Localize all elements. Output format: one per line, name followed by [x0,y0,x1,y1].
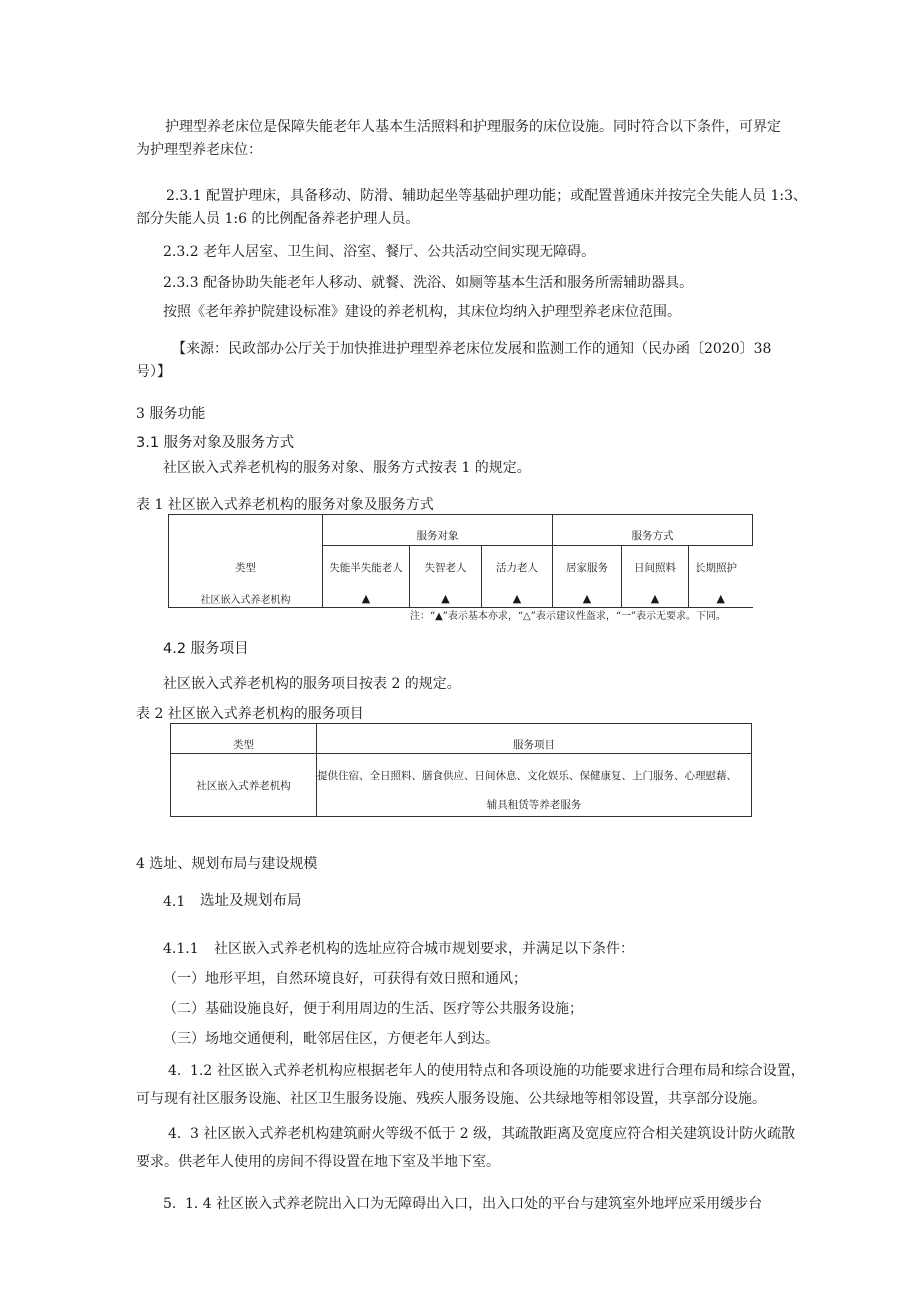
table-1-mark-5: ▲ [689,590,753,608]
table-2-caption: 表 2 社区嵌入式养老机构的服务项目 [136,706,364,722]
table-1-group-methods: 服务方式 [553,515,753,546]
intro-line-1: 护理型养老床位是保障失能老年人基本生活照料和护理服务的床位设施。同时符合以下条件，可界定 [165,119,781,135]
source-line-1: 【来源：民政部办公厅关于加快推进护理型养老床位发展和监测工作的通知（民办函〔2020〕38 [172,341,772,357]
table-2 [170,723,752,817]
clause-2-3-3: 2.3.3 配备协助失能老年人移动、就餐、洗浴、如厕等基本生活和服务所需辅助器具。 [163,275,694,291]
clause-5-1-4-number: 5. [163,1196,177,1212]
table-1-type-header-top [169,515,323,546]
table-2-items-line-2: 辅具租赁等养老服务 [486,799,582,811]
clause-4-1-2-line-1: 1.2 社区嵌入式养老机构应根据老年人的使用特点和各项设施的功能要求进行合理布局和综合设置， [190,1063,805,1079]
section-4-title: 4 选址、规划布局与建设规模 [136,856,318,872]
table-1-col-3: 居家服务 [553,546,622,590]
table-1-note: 注：“▲”表示基本亦求，“△”表示建议性盔求，“一”表示无要求。下同。 [410,611,727,622]
table-2-col-type: 类型 [171,724,317,754]
standard-note: 按照《老年养护院建设标准》建设的养老机构，其床位均纳入护理型养老床位范围。 [163,304,681,320]
table-2-items-cell [317,754,752,817]
table-2-row-label: 社区嵌入式养老机构 [171,754,317,817]
table-1-col-type: 类型 [169,546,323,590]
section-3-1-title: 3.1 服务对象及服务方式 [136,435,295,451]
clause-4-1-2-number: 4. [168,1063,182,1079]
clause-4-1-2-line-2: 可与现有社区服务设施、社区卫生服务设施、残疾人服务设施、公共绿地等相邻设置，共享部分设施。 [136,1091,766,1107]
table-2-items-line-1: 提供住宿、全日照料、膳食供应、日间休息、文化娱乐、保健康复、上门服务、心理慰藉、 [317,770,737,782]
table-1-mark-0: ▲ [323,590,410,608]
table-1-mark-4: ▲ [622,590,689,608]
table-1-col-0: 失能半失能老人 [323,546,410,590]
table-1-mark-2: ▲ [482,590,553,608]
section-3-title: 3 服务功能 [136,406,206,422]
clause-2-3-1-line-2: 部分失能人员 1:6 的比例配备养老护理人员。 [136,211,420,227]
section-4-2-text: 社区嵌入式养老机构的服务项目按表 2 的规定。 [163,676,461,692]
condition-2: （二）基础设施良好，便于利用周边的生活、医疗等公共服务设施； [163,1001,583,1017]
table-1-mark-3: ▲ [553,590,622,608]
condition-3: （三）场地交通便利，毗邻居住区，方便老年人到达。 [163,1031,499,1047]
table-1-group-objects: 服务对象 [323,515,553,546]
clause-4-1-3-line-2: 要求。供老年人使用的房间不得设置在地下室及半地下室。 [136,1154,500,1170]
table-1-caption: 表 1 社区嵌入式养老机构的服务对象及服务方式 [136,497,434,513]
clause-4-1-1-number: 4.1.1 [163,941,199,957]
table-1-row-label: 社区嵌入式养老机构 [169,590,323,608]
table-1 [168,514,753,608]
table-1-col-1: 失智老人 [410,546,482,590]
table-2-col-items: 服务项目 [317,724,752,754]
table-1-col-5: 长期照护 [689,546,753,590]
clause-4-1-1-text: 社区嵌入式养老机构的选址应符合城市规划要求，并满足以下条件： [214,941,634,957]
clause-2-3-1-line-1: 2.3.1 配置护理床，具备移动、防滑、辅助起坐等基础护理功能；或配置普通床并按完全失能人员 1:3、 [166,188,808,204]
clause-4-1-3-number: 4. [168,1126,182,1142]
table-1-mark-1: ▲ [410,590,482,608]
intro-line-2: 为护理型养老床位： [136,142,262,158]
clause-2-3-2: 2.3.2 老年人居室、卫生间、浴室、餐厅、公共活动空间实现无障碍。 [163,244,596,260]
table-1-col-4: 日间照料 [622,546,689,590]
section-4-1-number: 4.1 [163,894,186,910]
source-line-2: 号）】 [136,364,171,380]
table-1-col-2: 活力老人 [482,546,553,590]
clause-4-1-3-line-1: 3 社区嵌入式养老机构建筑耐火等级不低于 2 级，其疏散距离及宽度应符合相关建筑设计防火疏散 [190,1126,796,1142]
condition-1: （一）地形平坦，自然环境良好，可获得有效日照和通风； [163,971,527,987]
section-4-2-title: 4.2 服务项目 [163,641,249,657]
clause-5-1-4-line-1: 1. 4 社区嵌入式养老院出入口为无障碍出入口，出入口处的平台与建筑室外地坪应采用缓步台 [185,1196,763,1212]
section-3-1-text: 社区嵌入式养老机构的服务对象、服务方式按表 1 的规定。 [163,460,531,476]
section-4-1-title: 选址及规划布局 [200,893,302,909]
